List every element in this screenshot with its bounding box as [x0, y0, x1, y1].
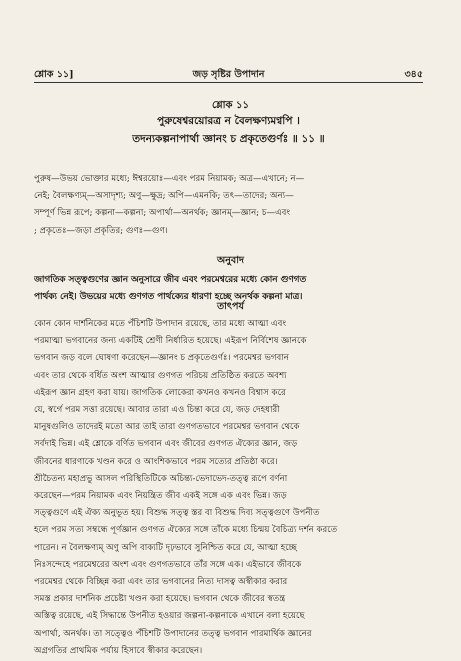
purport-line: এইরূপ জ্ঞান গ্রহণ করা যায়। জাগতিক লোকেরা কখনও কখনও বিশ্বাস করে	[34, 387, 286, 398]
verse-line: তদন্যকল্পনাপার্থা জ্ঞানং চ প্রকৃতেগুর্ণঃ ॥ ১১ ॥	[132, 133, 325, 145]
purport-line: পরমেশ্বর থেকে বিচ্ছিন্ন করা এবং তার ভগবানের নিত্য দাসত্ব অস্বীকার করার	[34, 577, 288, 588]
translation-line: পার্থক্য নেই। উভয়ের মধ্যে গুণগত পার্থক্যের ধারণা হচ্ছে অনর্থক কল্পনা মাত্র।	[34, 292, 303, 303]
purport-line: করেছেন—পরম নিয়ামক এবং নিয়ন্ত্রিত জীব একই সঙ্গে এক এবং ভিন্ন। জড়	[34, 491, 287, 502]
purport	[34, 316, 423, 660]
verse-line: পুরুষেশ্বরয়োরত্র ন বৈলক্ষণ্যমণ্বপি ।	[157, 115, 300, 127]
translation-line: জাগতিক সত্ত্বগুণের জ্ঞান অনুসারে জীব এবং পরমেশ্বরের মধ্যে কোন গুণগত	[34, 275, 307, 285]
purport-line: মানুষগুলিও তাদেরই মতো আর তাই তারা গুণগতভাবে পরমেশ্বর ভগবান থেকে	[34, 422, 300, 433]
synonyms-line: ; প্রকৃতেঃ—জড়া প্রকৃতির; গুণঃ—গুণ।	[34, 225, 168, 236]
purport-line: যে, স্বর্গে পরম সত্তা রয়েছে। আবার তারা এও চিন্তা করে যে, জড় দেহধারী	[34, 405, 280, 416]
synonyms	[34, 171, 423, 240]
purport-heading: তাৎপর্য	[217, 301, 244, 312]
purport-line: ভগবান জড় বলে ঘোষণা করেছেন—জ্ঞানং চ প্রকৃতেগুর্ণঃ। পরমেশ্বর ভগবান	[34, 353, 289, 364]
purport-line: পরমাত্মা ভগবানের জন্য একটিই শ্রেণী নির্ধারিত হয়েছে। এইরূপ নির্বিশেষ জ্ঞানকে	[34, 336, 307, 347]
purport-line: জীবনের ধারণাকে খণ্ডন করে ও আংশিকভাবে পরম সত্যের প্রতিষ্ঠা করে।	[34, 456, 278, 467]
purport-line: কোন কোন দার্শনিকের মতে পঁচিশটি উপাদান রয়েছে, তার মধ্যে আত্মা এবং	[34, 319, 287, 329]
purport-line: পারেন। ন বৈলক্ষণ্যম্ অণু অপি বাক্যটি দৃঢ়ভাবে সুনিশ্চিত করে যে, আত্মা হচ্ছে	[34, 542, 297, 553]
page-number: ৩৪৫	[404, 69, 423, 80]
purport-line: সমস্ত প্রকার দার্শনিক প্রচেষ্টা খণ্ডন করা হয়েছে। ভগবান থেকে জীবের স্বতন্ত্র	[34, 594, 286, 605]
purport-line: অস্তিত্ব রয়েছে, এই সিদ্ধান্তে উপনীত হওয়ার জল্পনা-কল্পনাকে এখানে বলা হয়েছে	[34, 611, 305, 622]
purport-line: শ্রীচৈতন্য মহাপ্রভু আসল পরিস্থিতিটিকে অচিন্ত্য-ভেদাভেদ-তত্ত্ব রূপে বর্ণনা	[34, 473, 288, 484]
purport-line: সত্ত্বগুণে এই ঐক্য অনুভূত হয়। বিশুদ্ধ সত্ত্ব স্তর বা বিশুদ্ধ দিব্য সত্ত্বগুণে উপনীত	[34, 508, 320, 519]
sanskrit-verse	[34, 112, 423, 148]
purport-line: অগ্রগতির প্রাথমিক পর্যায় হিসাবে স্বীকার করেছেন।	[34, 645, 203, 656]
running-header	[34, 68, 423, 82]
synonyms-line: পুরুষ—উভয় ভোক্তার মধ্যে; ঈশ্বরয়োঃ—এবং পরম নিয়ামক; অত্র—এখানে; ন—	[34, 174, 305, 184]
purport-line: অপার্থা, অনর্থক। তা সত্ত্বেও পঁচিশটি উপাদানের তত্ত্ব ভগবান পারমার্থিক জ্ঞানের	[34, 628, 312, 639]
purport-line: হলে পরম সত্য সম্বন্ধে পূর্ণজ্ঞান গুণগত ঐক্যের সঙ্গে তাঁকে মধ্যে চিন্ময় বৈচিত্র্য দর্শন করতে	[34, 525, 338, 536]
header-chapter-title: জড় সৃষ্টির উপাদান	[192, 69, 265, 80]
purport-line: নিঃসন্দেহে পরমেশ্বরের অংশ এবং গুণগতভাবে তাঁর সঙ্গে এক। এইভাবে জীবকে	[34, 559, 302, 570]
header-rule	[34, 82, 423, 83]
purport-line: সর্বদাই ভিন্ন। এই শ্লোকে বর্ণিত ভগবান এবং জীবের গুণগত ঐক্যের জ্ঞান, জড়	[34, 439, 298, 450]
verse-number: শ্লোক ১১	[212, 100, 249, 111]
translation-heading: অনুবাদ	[217, 255, 244, 266]
synonyms-line: সম্পূর্ণ ভিন্ন রূপে; কল্পনা—কল্পনা; অপার্থা—অনর্থক; জ্ঞানম্—জ্ঞান; চ—এবং	[34, 208, 291, 219]
synonyms-line: নেই; বৈলক্ষণ্যম্—অসাদৃশ্য; অণু—ক্ষুদ্র; অপি—এমনকি; তৎ—তাদের; অন্য—	[34, 191, 294, 202]
header-verse-ref: শ্লোক ১১]	[34, 69, 74, 80]
purport-line: এবং তার থেকে বর্ধিত অংশ আত্মার গুণগত পরিচয় প্রতিষ্ঠিত করতে অবশ্য	[34, 370, 287, 381]
